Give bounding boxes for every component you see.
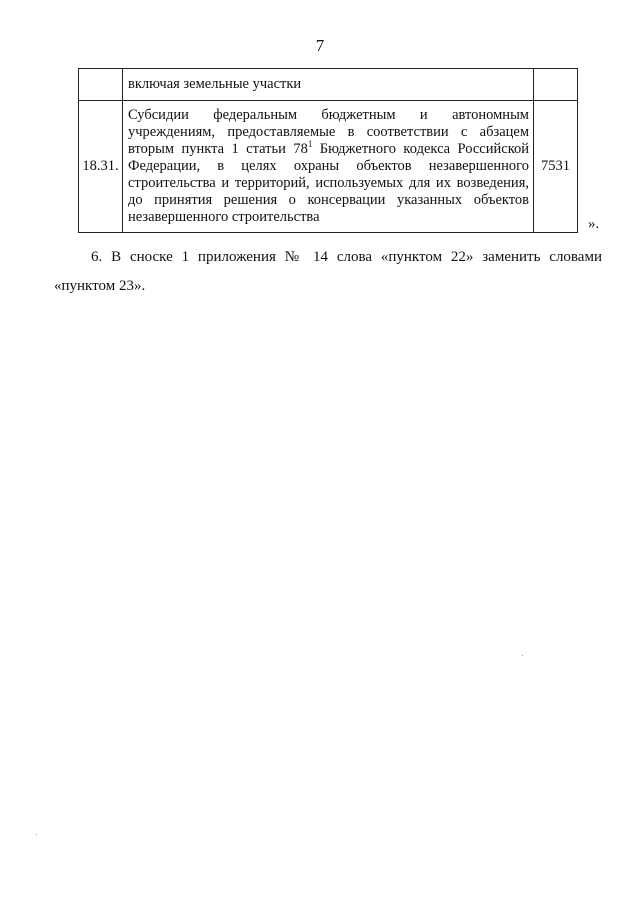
row-code-cell: 7531 — [534, 101, 578, 233]
row-description-cell — [123, 101, 534, 233]
description-line: Федерации, в целях охраны объектов незавершенного — [128, 158, 529, 174]
paragraph-line: «пунктом 23». — [54, 278, 146, 294]
paragraph-line: 6. В сноске 1 приложения № 14 слова «пунктом 22» заменить словами — [91, 249, 602, 265]
description-line: строительства и территорий, используемых для их возведения, — [128, 175, 529, 191]
closing-quote: ». — [588, 216, 600, 232]
description-line: незавершенного строительства — [128, 209, 320, 225]
description-line: Субсидии федеральным бюджетным и автономным — [128, 107, 529, 123]
scan-speck — [522, 655, 523, 656]
table-row — [79, 101, 578, 233]
row-code-cell — [534, 69, 578, 101]
description-fragment: вторым пункта 1 статьи 78 — [128, 141, 308, 157]
row-number-cell — [79, 69, 123, 101]
amendment-table — [78, 68, 578, 233]
article-superscript: 1 — [307, 139, 313, 149]
amendment-paragraph — [54, 243, 602, 301]
scan-speck — [36, 834, 37, 835]
table-row — [79, 69, 578, 101]
row-description-cell: включая земельные участки — [123, 69, 534, 101]
description-line-with-footnote — [128, 141, 529, 158]
row-number-cell: 18.31. — [79, 101, 123, 233]
description-fragment: Бюджетного кодекса Российской — [312, 141, 530, 157]
description-line: до принятия решения о консервации указанных объектов — [128, 192, 529, 208]
page-number: 7 — [315, 36, 325, 55]
description-line: учреждениям, предоставляемые в соответствии с абзацем — [128, 124, 529, 140]
